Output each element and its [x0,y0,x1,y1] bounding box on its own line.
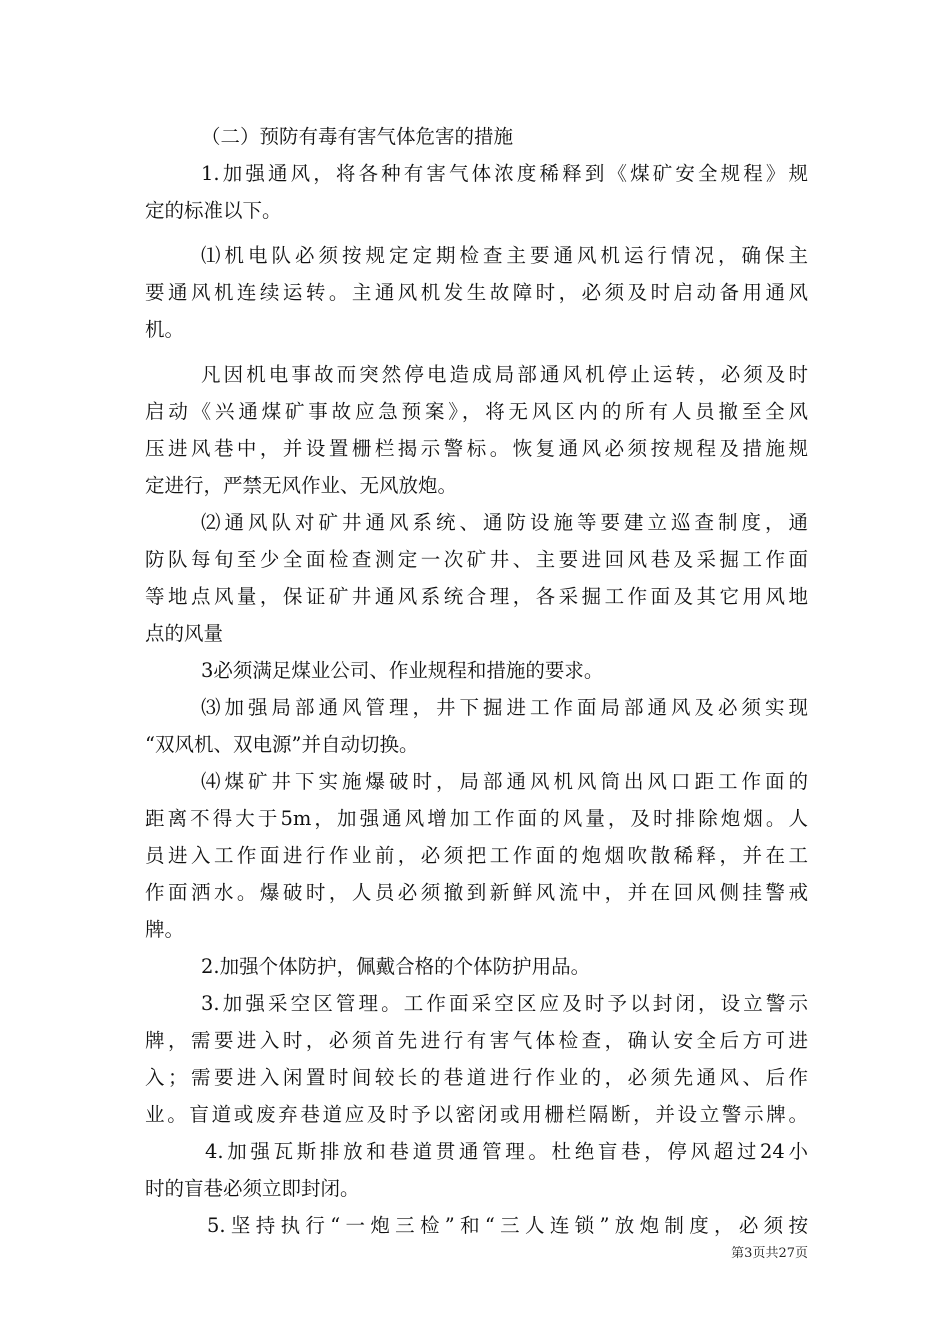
paragraph-line: ⑷煤矿井下实施爆破时，局部通风机风筒出风口距工作面的 [201,770,808,793]
paragraph-line: 等地点风量，保证矿井通风系统合理，各采掘工作面及其它用风地 [145,585,808,608]
paragraph-line: 压进风巷中，并设置栅栏揭示警标。恢复通风必须按规程及措施规 [145,437,808,460]
paragraph-line: 1.加强通风，将各种有害气体浓度稀释到《煤矿安全规程》规 [201,162,808,185]
paragraph-line: ⑴机电队必须按规定定期检查主要通风机运行情况，确保主 [201,244,808,267]
paragraph-line: 3必须满足煤业公司、作业规程和措施的要求。 [201,659,604,682]
paragraph-line: ⑶加强局部通风管理，井下掘进工作面局部通风及必须实现 [201,696,808,719]
paragraph-line: 作面洒水。爆破时，人员必须撤到新鲜风流中，并在回风侧挂警戒 [145,881,808,904]
paragraph-line: 防队每旬至少全面检查测定一次矿井、主要进回风巷及采掘工作面 [145,548,808,571]
paragraph-line: 牌。 [145,918,185,941]
paragraph-line: 业。盲道或废弃巷道应及时予以密闭或用栅栏隔断，并设立警示牌。 [145,1103,808,1126]
paragraph-line: 定进行，严禁无风作业、无风放炮。 [145,474,458,497]
paragraph-line: 定的标准以下。 [145,199,282,222]
paragraph-line: 机。 [145,318,185,341]
paragraph-line: 4.加强瓦斯排放和巷道贯通管理。杜绝盲巷，停风超过24小 [205,1140,808,1163]
paragraph-line: 员进入工作面进行作业前，必须把工作面的炮烟吹散稀释，并在工 [145,844,808,867]
paragraph-line: ⑵通风队对矿井通风系统、通防设施等要建立巡查制度，通 [201,511,808,534]
paragraph-line: “双风机、双电源”并自动切换。 [145,733,419,756]
paragraph-line: 2.加强个体防护，佩戴合格的个体防护用品。 [201,955,591,978]
paragraph-line: 时的盲巷必须立即封闭。 [145,1177,360,1200]
paragraph-line: 牌，需要进入时，必须首先进行有害气体检查，确认安全后方可进 [145,1029,808,1052]
paragraph-line: 点的风量 [145,622,224,645]
document-body [145,118,808,1244]
paragraph-line: 入；需要进入闲置时间较长的巷道进行作业的，必须先通风、后作 [145,1066,808,1089]
paragraph-line: 5.坚持执行“一炮三检”和“三人连锁”放炮制度，必须按 [207,1214,808,1237]
page-number: 第3页共27页 [731,1246,808,1261]
paragraph-line: 要通风机连续运转。主通风机发生故障时，必须及时启动备用通风 [145,281,808,304]
paragraph-line: 凡因机电事故而突然停电造成局部通风机停止运转，必须及时 [201,363,808,386]
section-heading: （二）预防有毒有害气体危害的措施 [201,125,514,148]
paragraph-line: 启动《兴通煤矿事故应急预案》，将无风区内的所有人员撤至全风 [145,400,808,423]
paragraph-line: 距离不得大于5m，加强通风增加工作面的风量，及时排除炮烟。人 [145,807,808,830]
paragraph-line: 3.加强采空区管理。工作面采空区应及时予以封闭，设立警示 [201,992,808,1015]
